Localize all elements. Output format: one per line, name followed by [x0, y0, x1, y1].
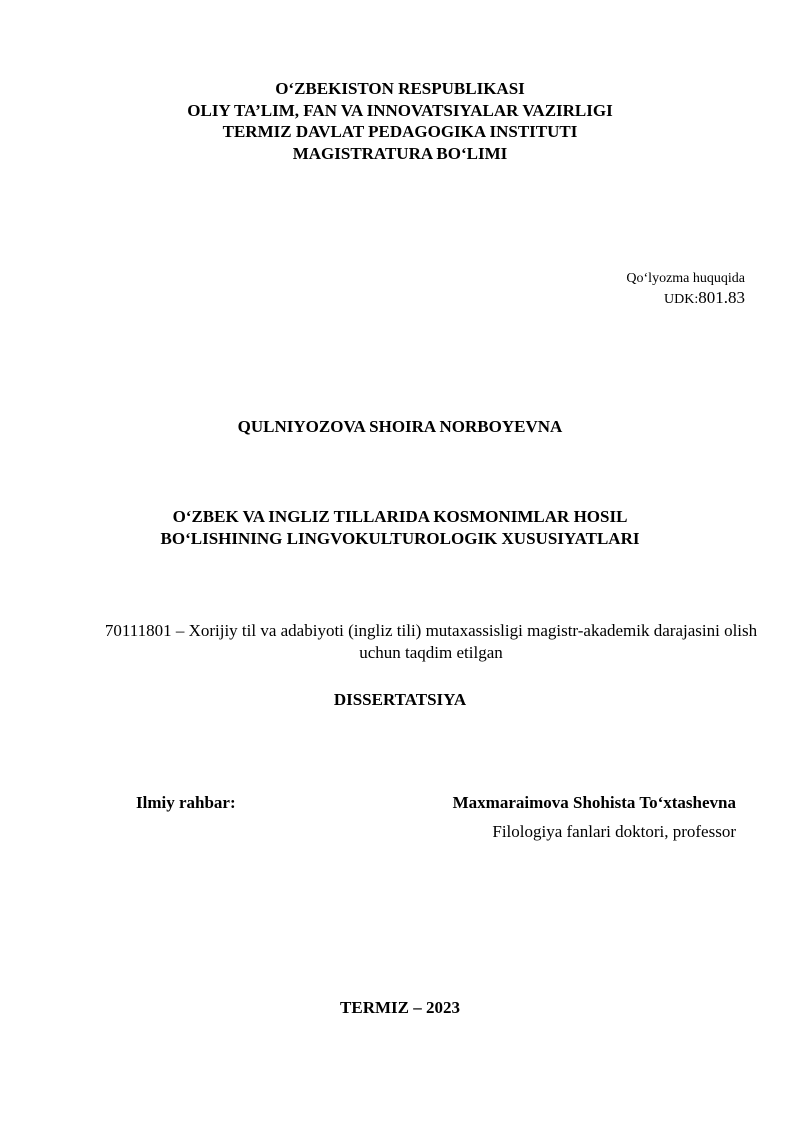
header-line-ministry: OLIY TA’LIM, FAN VA INNOVATSIYALAR VAZIRLIGI [187, 100, 613, 120]
supervisor-title: Filologiya fanlari doktori, professor [492, 822, 736, 841]
udk-number: 801.83 [698, 288, 745, 307]
place-and-year: TERMIZ – 2023 [340, 998, 460, 1017]
header-line-republic: O‘ZBEKISTON RESPUBLIKASI [275, 79, 525, 98]
udk-code [626, 288, 745, 310]
supervisor-name: Maxmaraimova Shohista To‘xtashevna [452, 793, 736, 812]
manuscript-rights-note: Qo‘lyozma huquqida [626, 271, 745, 286]
dissertation-title [0, 506, 800, 550]
title-line-1: O‘ZBEK VA INGLIZ TILLARIDA KOSMONIMLAR HOSIL [172, 507, 628, 526]
header-line-department: MAGISTRATURA BO‘LIMI [292, 143, 508, 163]
specialty-statement: 70111801 – Xorijiy til va adabiyoti (ingliz tili) mutaxassisligi magistr-akademik darajasini olish uchun taqdim etilgan [104, 621, 758, 662]
document-type: DISSERTATSIYA [333, 690, 467, 709]
title-line-2: BO‘LISHINING LINGVOKULTUROLOGIK XUSUSIYATLARI [160, 529, 640, 548]
header-line-institute: TERMIZ DAVLAT PEDAGOGIKA INSTITUTI [222, 122, 578, 141]
manuscript-rights-block [626, 270, 745, 310]
institution-header [0, 78, 800, 164]
udk-label: UDK: [664, 292, 699, 307]
supervisor-label: Ilmiy rahbar: [136, 793, 236, 812]
author-name: QULNIYOZOVA SHOIRA NORBOYEVNA [237, 417, 563, 436]
